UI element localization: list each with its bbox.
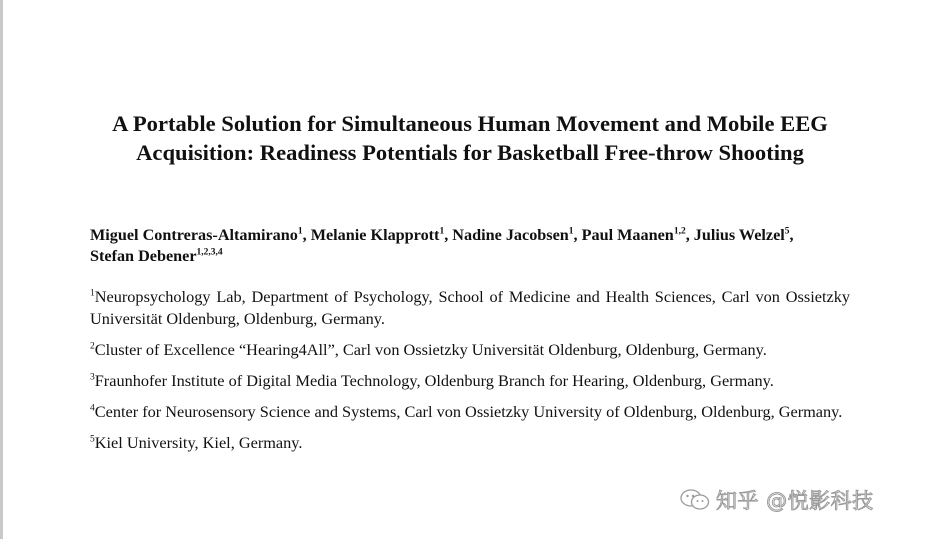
author: Julius Welzel$^5$ xyxy=(693,226,790,244)
affiliation: $^1$Neuropsychology Lab, Department of Psychology, School of Medicine and Health Sciences, Carl von Ossietzky Universität Oldenburg, Oldenburg, Germany. xyxy=(90,287,850,328)
author: Miguel Contreras-Altamirano$^1$ xyxy=(90,226,303,244)
author: Melanie Klapprott$^1$ xyxy=(310,226,445,244)
affiliation: $^3$Fraunhofer Institute of Digital Media Technology, Oldenburg Branch for Hearing, Oldenburg, Germany. xyxy=(90,371,774,390)
author: Nadine Jacobsen$^1$ xyxy=(452,226,574,244)
affiliation-list xyxy=(90,286,850,463)
watermark xyxy=(680,484,874,516)
affiliation: $^5$Kiel University, Kiel, Germany. xyxy=(90,433,303,452)
author-list: Miguel Contreras-Altamirano$^1$, Melanie Klapprott$^1$, Nadine Jacobsen$^1$, Paul Maanen$^{1,2}$, Julius Welzel$^5$, Stefan Debener$^{1,2,3,4}$ xyxy=(90,226,794,265)
watermark-text: 知乎 @悦影科技 xyxy=(716,489,874,513)
author: Paul Maanen$^{1,2}$ xyxy=(581,226,686,244)
affiliation: $^4$Center for Neurosensory Science and Systems, Carl von Ossietzky University of Oldenburg, Oldenburg, Germany. xyxy=(90,402,843,421)
paper-title: A Portable Solution for Simultaneous Human Movement and Mobile EEG Acquisition: Readiness Potentials for Basketball Free-throw Shooting xyxy=(112,111,828,165)
author: Stefan Debener$^{1,2,3,4}$ xyxy=(90,247,223,265)
wechat-icon xyxy=(680,488,710,512)
affiliation: $^2$Cluster of Excellence “Hearing4All”, Carl von Ossietzky Universität Oldenburg, Oldenburg, Germany. xyxy=(90,340,767,359)
page-left-edge xyxy=(0,0,3,539)
